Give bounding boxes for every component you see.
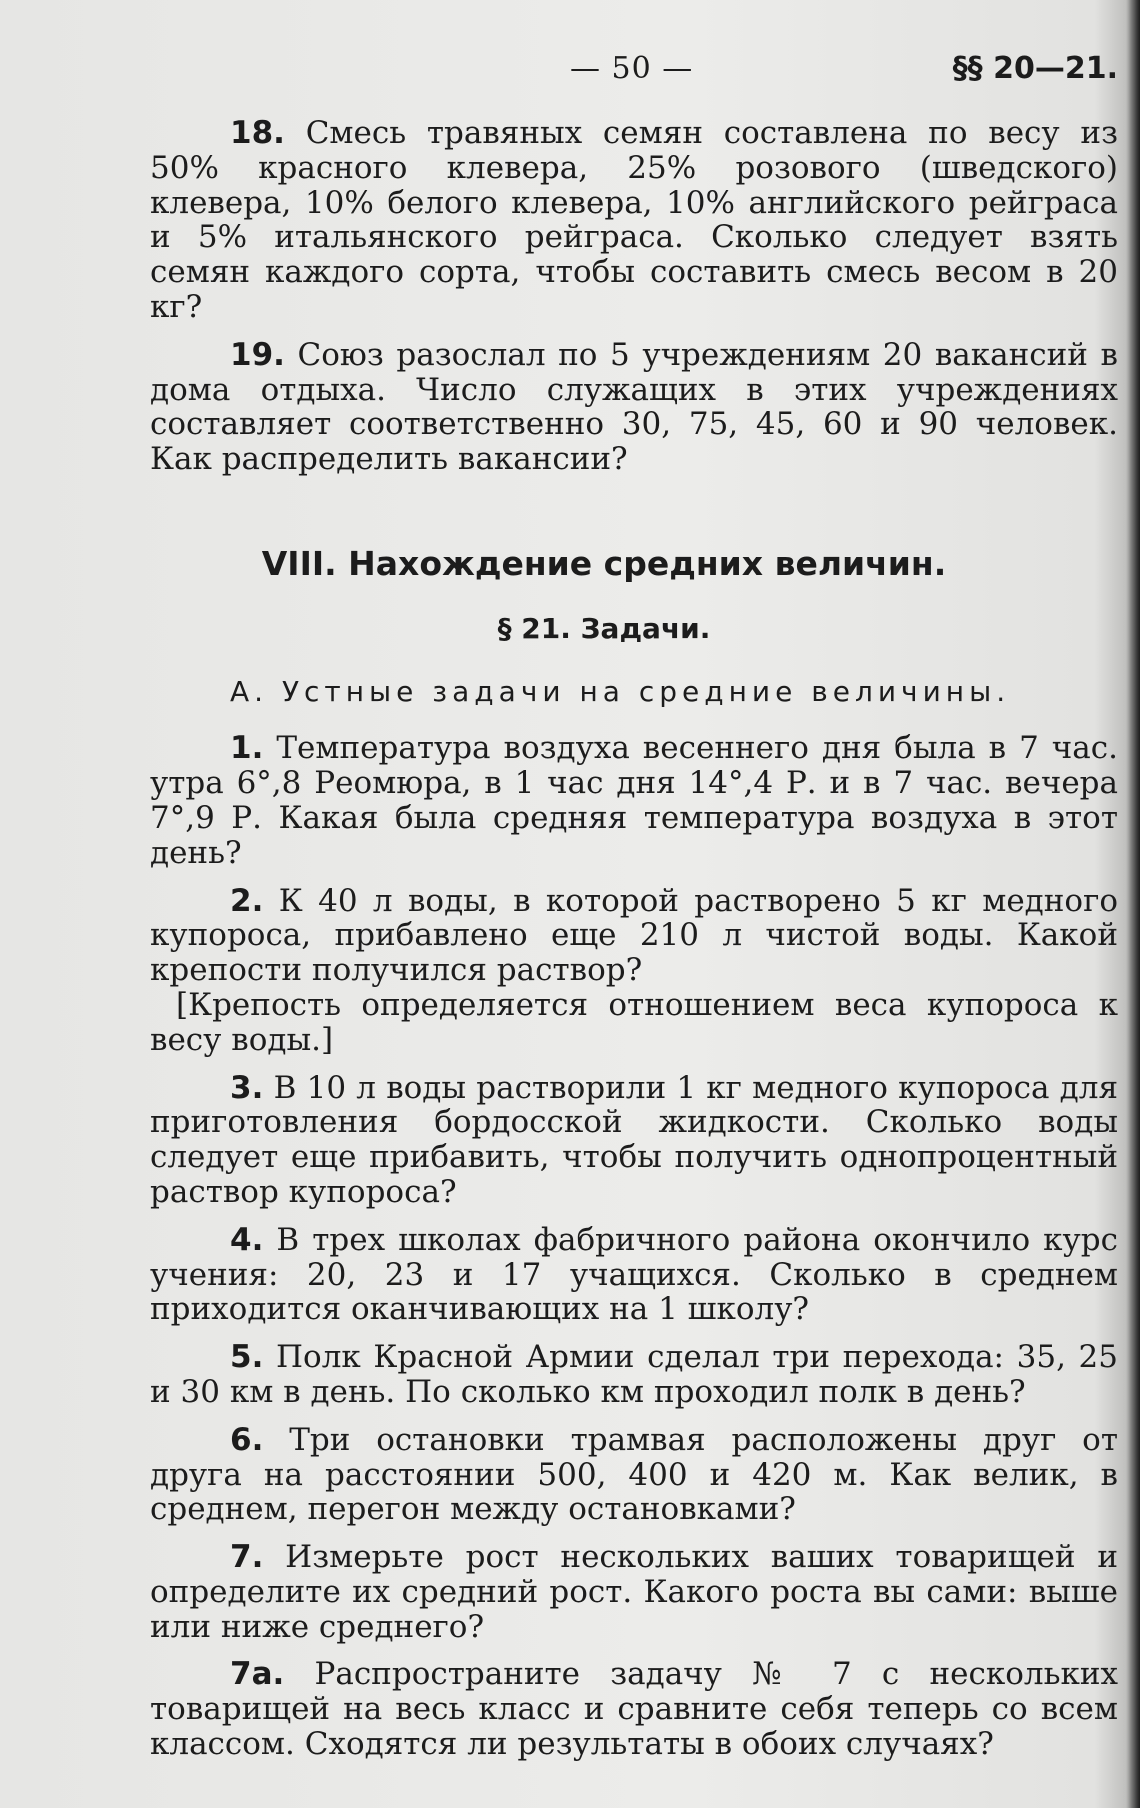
page-header bbox=[150, 52, 1118, 92]
problem-number: 2. bbox=[230, 882, 264, 919]
problem-text: В 10 л воды растворили 1 кг медного купороса для приготовления бордосской жидкости. Сколько воды следует еще прибавить, чтобы получить однопроцентный раствор купороса? bbox=[150, 1069, 1118, 1210]
problem-number: 1. bbox=[230, 730, 264, 767]
problem-2-note bbox=[150, 988, 1118, 1058]
problem-text: Союз разослал по 5 учреждениям 20 вакансий в дома отдыха. Число служащих в этих учреждениях составляет соответственно 30, 75, 45, 60 и 90 человек. Как распределить вакансии? bbox=[150, 336, 1118, 478]
problem-text: В трех школах фабричного района окончило курс учения: 20, 23 и 17 учащихся. Сколько в среднем приходится оканчивающих на 1 школу? bbox=[150, 1221, 1118, 1328]
problem-number: 19. bbox=[230, 336, 285, 373]
page-edge-shadow bbox=[1126, 0, 1140, 1808]
problem-7a bbox=[150, 1657, 1118, 1761]
problem-number: 5. bbox=[230, 1339, 264, 1376]
problem-1 bbox=[150, 731, 1118, 870]
problem-18 bbox=[150, 116, 1118, 325]
problem-2 bbox=[150, 884, 1118, 988]
problem-text: Три остановки трамвая расположены друг от друга на расстоянии 500, 400 и 420 м. Как велик, в среднем, перегон между остановками? bbox=[150, 1421, 1118, 1528]
problem-text: Распространите задачу № 7 с нескольких товарищей на весь класс и сравните себя теперь со всем классом. Сходятся ли результаты в обоих случаях? bbox=[150, 1656, 1118, 1763]
page-content bbox=[150, 52, 1118, 1775]
problem-text: Температура воздуха весеннего дня была в 7 час. утра 6°,8 Реомюра, в 1 час дня 14°,4 Р. и в 7 час. вечера 7°,9 Р. Какая была средняя температура воздуха в этот день? bbox=[150, 730, 1118, 871]
problem-6 bbox=[150, 1423, 1118, 1527]
problem-number: 6. bbox=[230, 1421, 264, 1458]
problem-text: Смесь травяных семян составлена по весу из 50% красного клевера, 25% розового (шведского) клевера, 10% белого клевера, 10% английского рейграса и 5% итальянского рейграса. Сколько следует взять семян каждого сорта, чтобы составить смесь весом в 20 кг? bbox=[150, 115, 1118, 325]
problem-19 bbox=[150, 338, 1118, 477]
subsection-title: А. Устные задачи на средние величины. bbox=[230, 674, 1011, 708]
problem-number: 7а. bbox=[230, 1656, 285, 1693]
problem-7 bbox=[150, 1540, 1118, 1644]
problem-3 bbox=[150, 1071, 1118, 1210]
problem-text: Полк Красной Армии сделал три перехода: 35, 25 и 30 км в день. По сколько км проходил полк в день? bbox=[150, 1339, 1119, 1410]
page-number: — 50 — bbox=[570, 51, 694, 86]
problem-number: 3. bbox=[230, 1069, 264, 1106]
problem-4 bbox=[150, 1223, 1118, 1327]
problem-number: 4. bbox=[230, 1221, 264, 1258]
problem-5 bbox=[150, 1340, 1118, 1410]
problem-number: 18. bbox=[230, 115, 285, 151]
chapter-title: VIII. Нахождение средних величин. bbox=[261, 543, 947, 583]
problem-text: Измерьте рост нескольких ваших товарищей и определите их средний рост. Какого роста вы сами: выше или ниже среднего? bbox=[150, 1539, 1118, 1645]
problem-number: 7. bbox=[230, 1539, 264, 1576]
problem-text: К 40 л воды, в которой растворено 5 кг медного купороса, прибавлено еще 210 л чистой воды. Какой крепости получился раствор? bbox=[150, 882, 1118, 989]
section-reference: §§ 20—21. bbox=[952, 51, 1118, 86]
paragraph-title: § 21. Задачи. bbox=[497, 611, 711, 645]
note-text: [Крепость определяется отношением веса купороса к весу воды.] bbox=[150, 986, 1118, 1058]
